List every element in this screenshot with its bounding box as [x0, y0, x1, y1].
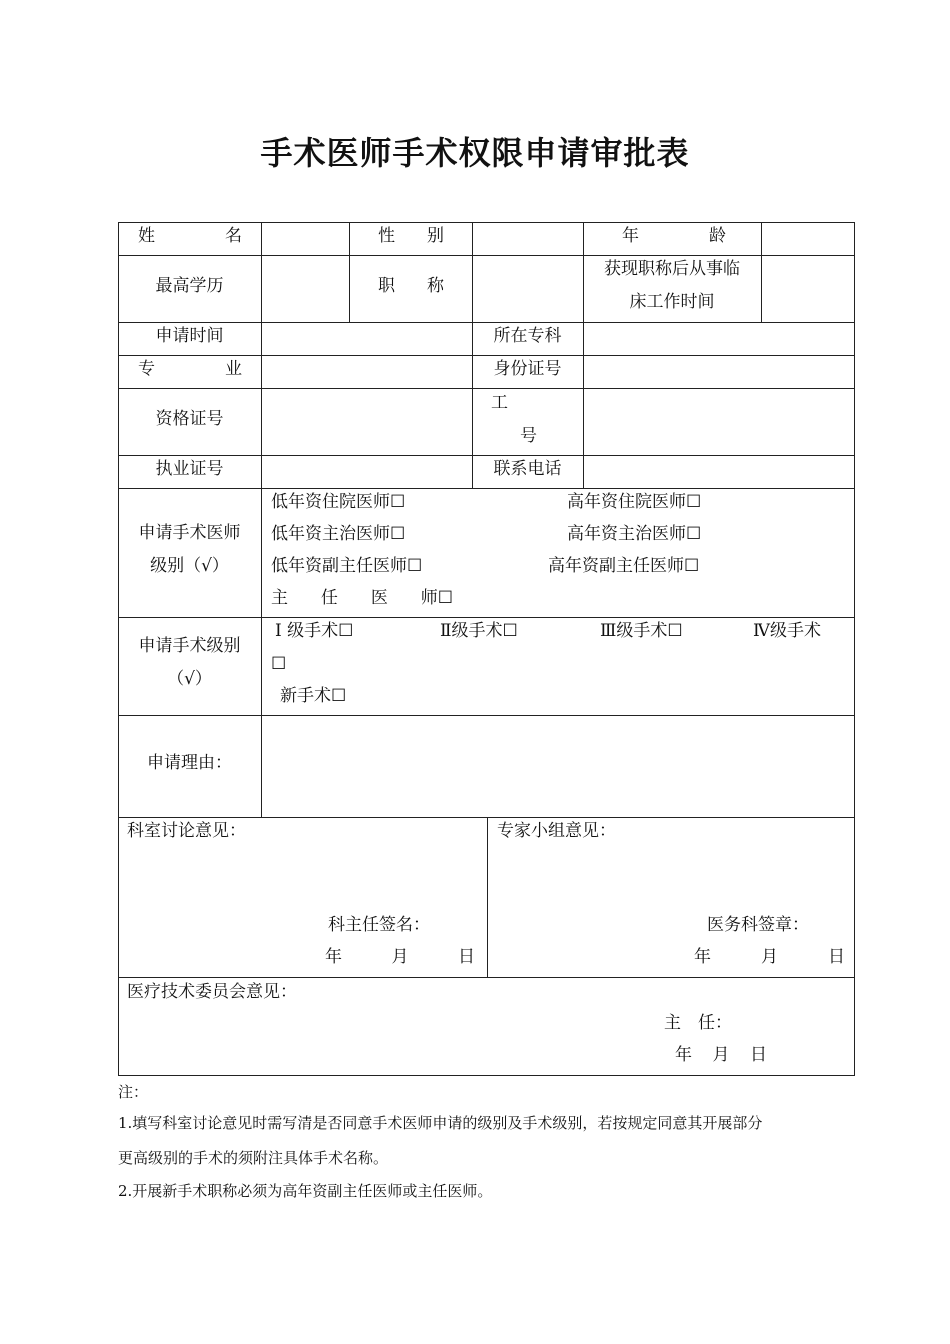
- note-item-2: 2.开展新手术职称必须为高年资副主任医师或主任医师。: [118, 1182, 493, 1200]
- option-junior-associate[interactable]: 低年资副主任医师☐: [271, 556, 423, 576]
- note-item-1-line-2: 更高级别的手术的须附注具体手术名称。: [118, 1149, 389, 1167]
- option-senior-resident[interactable]: 高年资住院医师☐: [567, 492, 702, 512]
- education-label: 最高学历: [155, 276, 224, 296]
- major-label: 专 业: [138, 359, 242, 379]
- apply-time-field[interactable]: [262, 323, 471, 355]
- expert-opinion-date: 年 月 日: [694, 947, 845, 967]
- department-label: 所在专科: [493, 326, 562, 346]
- clinical-time-field[interactable]: [762, 256, 854, 322]
- option-level-4-checkbox[interactable]: ☐: [271, 654, 287, 674]
- form-title: 手术医师手术权限申请审批表: [260, 134, 690, 172]
- notes-heading: 注：: [118, 1083, 149, 1101]
- doctor-level-label-line1: 申请手术医师: [138, 523, 241, 543]
- option-chief-physician[interactable]: 主 任 医 师☐: [271, 588, 453, 608]
- department-field[interactable]: [584, 323, 854, 355]
- dept-opinion-field[interactable]: [119, 846, 486, 906]
- clinical-time-label-line2: 床工作时间: [629, 292, 715, 312]
- work-no-label-line2: 号: [520, 426, 537, 446]
- row-divider: [118, 977, 855, 978]
- id-number-field[interactable]: [584, 356, 854, 388]
- option-senior-associate[interactable]: 高年资副主任医师☐: [548, 556, 700, 576]
- col-divider: [487, 817, 488, 977]
- committee-opinion-date: 年 月 日: [675, 1045, 767, 1065]
- age-label: 年 龄: [622, 226, 726, 246]
- major-field[interactable]: [262, 356, 471, 388]
- qualification-label: 资格证号: [155, 409, 224, 429]
- row-divider: [118, 488, 855, 489]
- name-field[interactable]: [262, 223, 348, 255]
- gender-label: 性 别: [378, 226, 444, 246]
- doctor-level-label-line2: 级别（√）: [150, 556, 229, 576]
- col-divider: [349, 222, 350, 322]
- option-level-2-surgery[interactable]: Ⅱ级手术☐: [440, 621, 518, 641]
- work-no-label-line1: 工: [491, 393, 508, 413]
- row-divider: [118, 617, 855, 618]
- title-field[interactable]: [473, 256, 582, 322]
- reason-label: 申请理由：: [147, 753, 232, 773]
- education-field[interactable]: [262, 256, 348, 322]
- option-level-3-surgery[interactable]: Ⅲ级手术☐: [600, 621, 683, 641]
- note-item-1-line-1: 1.填写科室讨论意见时需写清是否同意手术医师申请的级别及手术级别，若按规定同意其开展部分: [118, 1114, 763, 1132]
- phone-label: 联系电话: [493, 459, 562, 479]
- expert-opinion-field[interactable]: [489, 846, 854, 906]
- phone-field[interactable]: [584, 456, 854, 488]
- apply-time-label: 申请时间: [155, 326, 224, 346]
- dept-opinion-date: 年 月 日: [325, 947, 475, 967]
- name-label: 姓 名: [138, 226, 242, 246]
- id-number-label: 身份证号: [493, 359, 562, 379]
- committee-opinion-field[interactable]: [119, 1006, 649, 1074]
- option-junior-resident[interactable]: 低年资住院医师☐: [271, 492, 406, 512]
- license-label: 执业证号: [155, 459, 224, 479]
- dept-opinion-label: 科室讨论意见：: [127, 821, 246, 841]
- option-senior-attending[interactable]: 高年资主治医师☐: [567, 524, 702, 544]
- option-new-surgery[interactable]: 新手术☐: [280, 686, 347, 706]
- surgery-level-label-line2: （√）: [167, 669, 212, 689]
- age-field[interactable]: [762, 223, 854, 255]
- clinical-time-label-line1: 获现职称后从事临: [604, 259, 740, 279]
- work-no-field[interactable]: [584, 389, 854, 455]
- committee-opinion-label: 医疗技术委员会意见：: [127, 982, 297, 1002]
- surgery-level-label-line1: 申请手术级别: [138, 636, 241, 656]
- dept-head-signature-label: 科主任签名：: [328, 915, 430, 935]
- license-field[interactable]: [262, 456, 471, 488]
- gender-field[interactable]: [473, 223, 582, 255]
- option-junior-attending[interactable]: 低年资主治医师☐: [271, 524, 406, 544]
- reason-field[interactable]: [262, 716, 854, 817]
- medical-affairs-seal-label: 医务科签章：: [707, 915, 809, 935]
- committee-director-label: 主 任：: [664, 1013, 732, 1033]
- expert-opinion-label: 专家小组意见：: [497, 821, 616, 841]
- professional-title-label: 职 称: [378, 276, 444, 296]
- option-level-1-surgery[interactable]: Ⅰ 级手术☐: [275, 621, 354, 641]
- option-level-4-surgery[interactable]: Ⅳ级手术: [753, 621, 821, 641]
- qualification-field[interactable]: [262, 389, 471, 455]
